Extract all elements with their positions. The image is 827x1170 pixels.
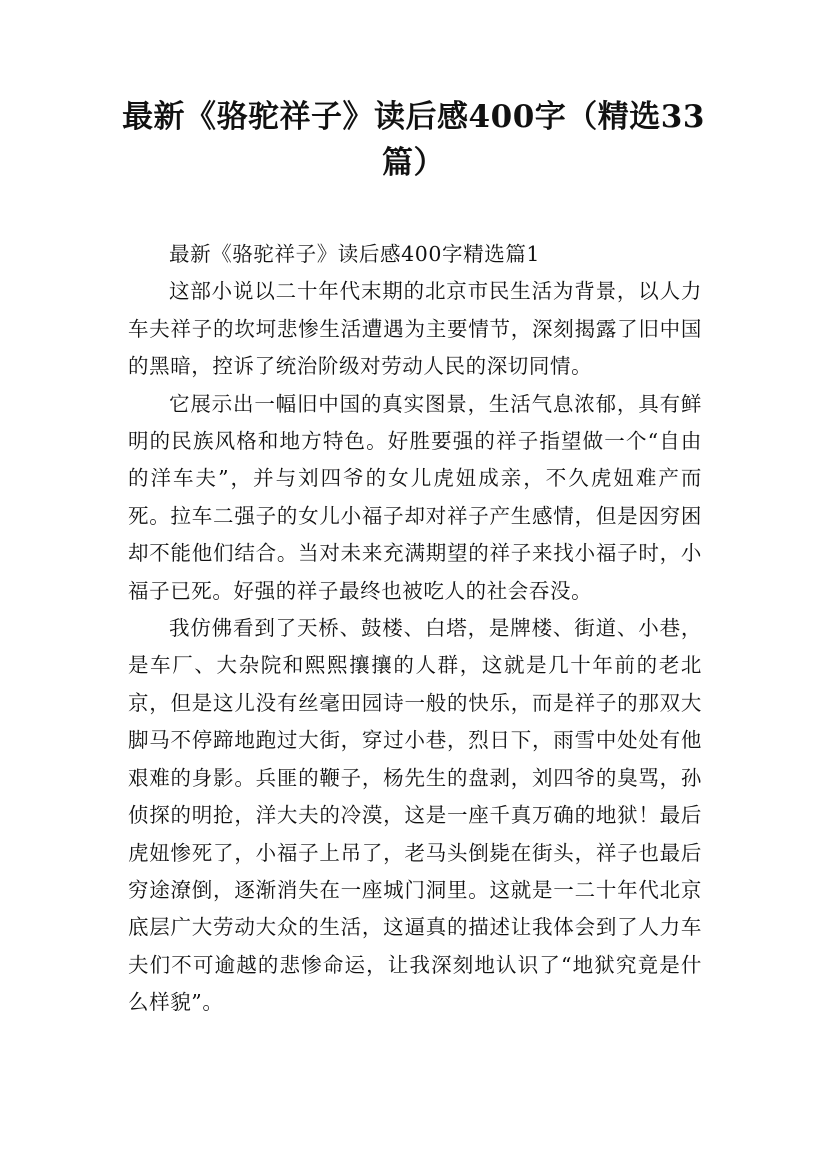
paragraph-3: 我仿佛看到了天桥、鼓楼、白塔，是牌楼、街道、小巷，是车厂、大杂院和熙熙攘攘的人群，这就是几十年前的老北京，但是这儿没有丝毫田园诗一般的快乐，而是祥子的那双大脚马不停蹄地跑过大街，穿过小巷，烈日下，雨雪中处处有他艰难的身影。兵匪的鞭子，杨先生的盘剥，刘四爷的臭骂，孙侦探的明抢，洋大夫的冷漠，这是一座千真万确的地狱！最后虎妞惨死了，小福子上吊了，老马头倒毙在街头，祥子也最后穷途潦倒，逐渐消失在一座城门洞里。这就是一二十年代北京底层广大劳动大众的生活，这逼真的描述让我体会到了人力车夫们不可逾越的悲惨命运，让我深刻地认识了“地狱究竟是什么样貌”。 [128,616,702,1015]
paragraph-2: 它展示出一幅旧中国的真实图景，生活气息浓郁，具有鲜明的民族风格和地方特色。好胜要强的祥子指望做一个“自由的洋车夫”，并与刘四爷的女儿虎妞成亲，不久虎妞难产而死。拉车二强子的女儿小福子却对祥子产生感情，但是因穷困却不能他们结合。当对未来充满期望的祥子来找小福子时，小福子已死。好强的祥子最终也被吃人的社会吞没。 [128,391,702,603]
document-title: 最新《骆驼祥子》读后感400字（精选33篇） [122,99,705,181]
document-body [128,236,702,1022]
paragraph-1: 这部小说以二十年代末期的北京市民生活为背景，以人力车夫祥子的坎坷悲惨生活遭遇为主要情节，深刻揭露了旧中国的黑暗，控诉了统治阶级对劳动人民的深切同情。 [128,279,702,379]
section-heading: 最新《骆驼祥子》读后感400字精选篇1 [169,242,541,266]
